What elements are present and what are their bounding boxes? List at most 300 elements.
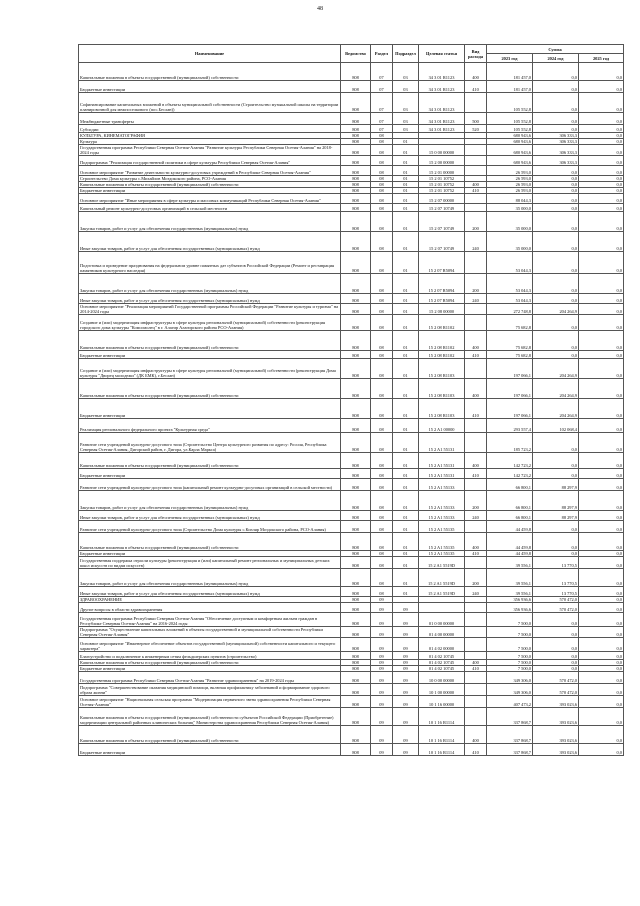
cell-cs: 15 2 01 00000: [419, 166, 465, 176]
cell-c: 0,0: [579, 188, 624, 194]
cell-r: 09: [371, 660, 393, 666]
cell-name: Закупка товаров, работ и услуг для обеспечения государственных (муниципальных) нужд: [79, 274, 341, 294]
cell-c: 0,0: [579, 194, 624, 204]
cell-a: 66 800,1: [487, 511, 533, 521]
table-row: [79, 145, 624, 156]
cell-c: 0,0: [579, 351, 624, 359]
cell-b: 0,0: [533, 93, 579, 113]
table-row: [79, 533, 624, 551]
cell-b: 0,0: [533, 194, 579, 204]
cell-b: 570 472,0: [533, 684, 579, 696]
cell-cs: 15 2 A1 55135: [419, 521, 465, 533]
cell-c: 0,0: [579, 672, 624, 684]
cell-b: 0,0: [533, 469, 579, 479]
cell-p: 01: [393, 156, 419, 166]
cell-b: 0,0: [533, 453, 579, 469]
cell-r: 08: [371, 331, 393, 351]
cell-name: Основное мероприятие "Инженерное обеспечение объектов государственной (муниципальной) собственности капитального и текущего характера": [79, 638, 341, 652]
cell-vr: [465, 166, 487, 176]
cell-vr: [465, 613, 487, 627]
cell-cs: 15 0 00 00000: [419, 145, 465, 156]
cell-a: 53 044,3: [487, 252, 533, 274]
cell-b: 0,0: [533, 521, 579, 533]
cell-cs: 34 3 01 R1123: [419, 113, 465, 125]
cell-vr: 400: [465, 63, 487, 81]
cell-c: 0,0: [579, 551, 624, 557]
cell-a: 293 557,4: [487, 419, 533, 433]
cell-name: ЗДРАВООХРАНЕНИЕ: [79, 597, 341, 603]
cell-a: 39 556,1: [487, 587, 533, 597]
cell-b: 13 770,5: [533, 557, 579, 569]
cell-vr: [465, 521, 487, 533]
table-row: [79, 93, 624, 113]
cell-p: 03: [393, 63, 419, 81]
cell-name: Благоустройство и подключение к инженерным сетям фельдшерских пунктов (строительство): [79, 652, 341, 660]
cell-r: 08: [371, 419, 393, 433]
cell-c: 0,0: [579, 166, 624, 176]
table-row: [79, 315, 624, 331]
cell-cs: 15 2 08 R1102: [419, 351, 465, 359]
cell-p: 09: [393, 708, 419, 726]
cell-r: 07: [371, 113, 393, 125]
cell-cs: 34 3 01 R1123: [419, 125, 465, 133]
cell-r: 09: [371, 652, 393, 660]
cell-name: Капитальные вложения в объекты государственной (муниципальной) собственности: [79, 182, 341, 188]
cell-vr: 410: [465, 188, 487, 194]
table-row: [79, 511, 624, 521]
cell-c: 0,0: [579, 139, 624, 145]
cell-cs: 15 2 07 10749: [419, 204, 465, 212]
cell-p: 01: [393, 294, 419, 304]
cell-vr: 410: [465, 551, 487, 557]
cell-name: Иные закупки товаров, работ и услуг для обеспечения государственных (муниципальных) нужд: [79, 294, 341, 304]
cell-v: 808: [341, 521, 371, 533]
cell-a: 53 044,3: [487, 274, 533, 294]
cell-c: 0,0: [579, 533, 624, 551]
table-row: [79, 399, 624, 419]
cell-cs: 34 3 01 R1123: [419, 81, 465, 93]
cell-p: 01: [393, 511, 419, 521]
cell-a: 680 943,6: [487, 133, 533, 139]
cell-b: 306 333,3: [533, 156, 579, 166]
cell-b: 88 297,9: [533, 511, 579, 521]
cell-a: 105 552,8: [487, 113, 533, 125]
cell-a: 407 473,2: [487, 696, 533, 708]
cell-cs: 15 2 A1 55133: [419, 491, 465, 511]
cell-vr: 410: [465, 351, 487, 359]
cell-name: Развитие сети учреждений культурно-досугового типа (Строительство Центра культурного развития по адресу: Россия, Республика Северная Осетия-Алания, Дигорский район, г. Дигора, ул.Карла Маркса): [79, 433, 341, 453]
cell-r: 09: [371, 603, 393, 613]
cell-name: Бюджетные инвестиции: [79, 744, 341, 756]
cell-c: 0,0: [579, 569, 624, 587]
table-row: [79, 113, 624, 125]
cell-r: 08: [371, 511, 393, 521]
cell-v: 808: [341, 660, 371, 666]
table-row: [79, 63, 624, 81]
cell-r: 08: [371, 133, 393, 139]
cell-v: 808: [341, 139, 371, 145]
cell-r: 09: [371, 672, 393, 684]
cell-vr: [465, 708, 487, 726]
cell-v: 808: [341, 638, 371, 652]
cell-vr: [465, 204, 487, 212]
cell-a: 181 457,0: [487, 81, 533, 93]
table-row: [79, 744, 624, 756]
cell-c: 0,0: [579, 212, 624, 232]
cell-cs: 15 2 07 R5094: [419, 274, 465, 294]
cell-name: Подпрограмма "Реализация государственной политики в сфере культуры Республики Северная Осетия-Алания": [79, 156, 341, 166]
cell-c: 0,0: [579, 557, 624, 569]
cell-v: 808: [341, 194, 371, 204]
cell-p: 03: [393, 81, 419, 93]
table-row: [79, 379, 624, 399]
cell-r: 08: [371, 587, 393, 597]
cell-vr: [465, 252, 487, 274]
cell-v: 808: [341, 491, 371, 511]
cell-c: 0,0: [579, 63, 624, 81]
cell-name: Бюджетные инвестиции: [79, 399, 341, 419]
cell-vr: [465, 627, 487, 638]
cell-r: 08: [371, 176, 393, 182]
cell-c: 0,0: [579, 613, 624, 627]
cell-cs: 10 1 16 R1114: [419, 708, 465, 726]
cell-r: 08: [371, 294, 393, 304]
cell-c: 0,0: [579, 726, 624, 744]
cell-b: 88 297,9: [533, 491, 579, 511]
cell-p: 01: [393, 433, 419, 453]
cell-r: 08: [371, 399, 393, 419]
cell-b: 0,0: [533, 433, 579, 453]
cell-v: 808: [341, 315, 371, 331]
cell-name: Капитальные вложения в объекты государственной (муниципальной) собственности: [79, 379, 341, 399]
cell-c: 0,0: [579, 315, 624, 331]
cell-name: КУЛЬТУРА, КИНЕМАТОГРАФИЯ: [79, 133, 341, 139]
cell-name: Капитальные вложения в объекты государственной (муниципальной) собственности: [79, 63, 341, 81]
cell-c: 0,0: [579, 81, 624, 93]
cell-p: 09: [393, 660, 419, 666]
cell-a: 197 066,1: [487, 359, 533, 379]
cell-c: 0,0: [579, 125, 624, 133]
cell-b: 570 472,0: [533, 597, 579, 603]
cell-vr: 410: [465, 469, 487, 479]
cell-vr: 400: [465, 182, 487, 188]
cell-c: 0,0: [579, 652, 624, 660]
cell-p: 01: [393, 212, 419, 232]
cell-v: 808: [341, 433, 371, 453]
cell-r: 08: [371, 304, 393, 315]
cell-c: 0,0: [579, 133, 624, 139]
cell-name: Субсидии: [79, 125, 341, 133]
cell-b: 0,0: [533, 81, 579, 93]
table-row: [79, 557, 624, 569]
cell-v: 808: [341, 469, 371, 479]
cell-vr: 500: [465, 113, 487, 125]
header-2023: 2023 год: [487, 54, 533, 63]
cell-p: 01: [393, 139, 419, 145]
cell-b: 0,0: [533, 252, 579, 274]
cell-c: 0,0: [579, 204, 624, 212]
cell-b: 204 264,9: [533, 304, 579, 315]
cell-c: 0,0: [579, 521, 624, 533]
cell-cs: 10 0 00 00000: [419, 672, 465, 684]
table-header: [79, 45, 624, 63]
cell-c: 0,0: [579, 479, 624, 491]
cell-name: Основное мероприятие "Национальная сельская программа "Модернизация первичного звена здравоохранения Республики Северная Осетия-Алания": [79, 696, 341, 708]
cell-cs: 10 1 00 00000: [419, 684, 465, 696]
cell-r: 08: [371, 569, 393, 587]
cell-a: 7 500,0: [487, 652, 533, 660]
cell-v: 808: [341, 597, 371, 603]
cell-p: 09: [393, 684, 419, 696]
cell-b: 204 264,9: [533, 359, 579, 379]
cell-a: 44 459,8: [487, 521, 533, 533]
cell-r: 08: [371, 194, 393, 204]
cell-r: 08: [371, 166, 393, 176]
cell-name: Государственная программа Республики Северная Осетия-Алания "Развитие здравоохранения" на 2019-2024 годы: [79, 672, 341, 684]
cell-v: 808: [341, 511, 371, 521]
cell-b: 0,0: [533, 551, 579, 557]
table-row: [79, 274, 624, 294]
cell-v: 808: [341, 708, 371, 726]
header-exptype: Вид расхода: [465, 45, 487, 63]
cell-name: Закупка товаров, работ и услуг для обеспечения государственных (муниципальных) нужд: [79, 212, 341, 232]
cell-a: 7 500,0: [487, 627, 533, 638]
cell-c: 0,0: [579, 113, 624, 125]
cell-v: 808: [341, 453, 371, 469]
table-row: [79, 166, 624, 176]
cell-a: 680 943,6: [487, 156, 533, 166]
cell-name: Развитие сети учреждений культурно-досугового типа (капитальный ремонт культурно-досуговых организаций в сельской местности): [79, 479, 341, 491]
cell-p: 01: [393, 479, 419, 491]
cell-a: 680 943,6: [487, 145, 533, 156]
cell-p: 01: [393, 379, 419, 399]
cell-c: 0,0: [579, 708, 624, 726]
cell-v: 808: [341, 274, 371, 294]
cell-a: 35 000,0: [487, 204, 533, 212]
cell-p: 09: [393, 696, 419, 708]
table-row: [79, 479, 624, 491]
cell-cs: 15 2 07 R5094: [419, 252, 465, 274]
cell-name: Закупка товаров, работ и услуг для обеспечения государственных (муниципальных) нужд: [79, 491, 341, 511]
table-row: [79, 156, 624, 166]
cell-v: 808: [341, 479, 371, 491]
cell-name: Бюджетные инвестиции: [79, 469, 341, 479]
cell-b: 393 023,6: [533, 708, 579, 726]
cell-b: 88 297,9: [533, 479, 579, 491]
cell-p: 01: [393, 521, 419, 533]
table-row: [79, 569, 624, 587]
cell-b: 102 068,4: [533, 419, 579, 433]
cell-b: 393 023,6: [533, 726, 579, 744]
cell-name: Государственная поддержка отрасли культуры (реконструкция и (или) капитальный ремонт региональных и муниципальных детских школ искусств по видам искусств): [79, 557, 341, 569]
cell-cs: 01 0 00 00000: [419, 613, 465, 627]
cell-p: 01: [393, 359, 419, 379]
cell-v: 808: [341, 252, 371, 274]
cell-v: 808: [341, 212, 371, 232]
cell-vr: 200: [465, 274, 487, 294]
cell-vr: 240: [465, 587, 487, 597]
cell-c: 0,0: [579, 597, 624, 603]
cell-c: 0,0: [579, 252, 624, 274]
cell-v: 808: [341, 744, 371, 756]
cell-b: 393 023,6: [533, 696, 579, 708]
cell-cs: 15 2 A1 55131: [419, 453, 465, 469]
cell-r: 08: [371, 182, 393, 188]
table-row: [79, 521, 624, 533]
cell-b: 0,0: [533, 63, 579, 81]
cell-name: Реализация регионального федерального проекта "Культурная среда": [79, 419, 341, 433]
cell-cs: 10 1 16 R1114: [419, 726, 465, 744]
cell-v: 808: [341, 557, 371, 569]
cell-c: 0,0: [579, 294, 624, 304]
cell-b: 0,0: [533, 638, 579, 652]
cell-name: Бюджетные инвестиции: [79, 351, 341, 359]
cell-p: 01: [393, 304, 419, 315]
cell-cs: 15 2 07 R5094: [419, 294, 465, 304]
cell-name: Капитальные вложения в объекты государственной (муниципальной) собственности: [79, 453, 341, 469]
header-2025: 2025 год: [579, 54, 624, 63]
cell-v: 808: [341, 294, 371, 304]
cell-p: 03: [393, 125, 419, 133]
cell-r: 08: [371, 521, 393, 533]
cell-c: 0,0: [579, 469, 624, 479]
cell-p: 01: [393, 351, 419, 359]
cell-v: 808: [341, 182, 371, 188]
table-row: [79, 81, 624, 93]
cell-c: 0,0: [579, 419, 624, 433]
cell-r: 09: [371, 696, 393, 708]
cell-v: 808: [341, 188, 371, 194]
cell-b: 204 264,9: [533, 399, 579, 419]
cell-c: 0,0: [579, 603, 624, 613]
cell-a: 35 000,0: [487, 212, 533, 232]
cell-a: 181 457,0: [487, 63, 533, 81]
table-row: [79, 194, 624, 204]
cell-cs: 15 2 A1 55135: [419, 551, 465, 557]
cell-v: 808: [341, 113, 371, 125]
cell-vr: 240: [465, 511, 487, 521]
cell-p: 03: [393, 113, 419, 125]
cell-p: 01: [393, 469, 419, 479]
cell-r: 08: [371, 156, 393, 166]
cell-name: Подпрограмма "Осуществление капитальных вложений в объекты государственной и муниципальной собственности Республики Северная Осетия-Алания": [79, 627, 341, 638]
cell-a: 356 936,6: [487, 603, 533, 613]
table-row: [79, 304, 624, 315]
cell-b: 13 770,5: [533, 587, 579, 597]
cell-v: 808: [341, 603, 371, 613]
cell-r: 09: [371, 708, 393, 726]
cell-v: 808: [341, 63, 371, 81]
table-row: [79, 684, 624, 696]
cell-vr: [465, 557, 487, 569]
cell-cs: 15 2 08 R1102: [419, 331, 465, 351]
header-name: Наименование: [79, 45, 341, 63]
cell-name: Капитальные вложения в объекты государственной (муниципальной) собственности: [79, 533, 341, 551]
cell-a: 105 552,8: [487, 125, 533, 133]
cell-name: Межбюджетные трансферты: [79, 113, 341, 125]
cell-v: 808: [341, 399, 371, 419]
cell-p: 03: [393, 93, 419, 113]
cell-r: 08: [371, 274, 393, 294]
cell-name: Культура: [79, 139, 341, 145]
cell-p: 09: [393, 613, 419, 627]
cell-vr: 400: [465, 453, 487, 469]
cell-r: 07: [371, 125, 393, 133]
cell-v: 808: [341, 133, 371, 139]
cell-v: 808: [341, 379, 371, 399]
cell-c: 0,0: [579, 359, 624, 379]
cell-name: Подпрограмма "Совершенствование оказания медицинской помощи, включая профилактику заболеваний и формирование здорового образа жизни": [79, 684, 341, 696]
cell-r: 09: [371, 613, 393, 627]
cell-a: 197 066,1: [487, 399, 533, 419]
cell-b: 0,0: [533, 627, 579, 638]
cell-vr: [465, 304, 487, 315]
table-row: [79, 419, 624, 433]
table-row: [79, 696, 624, 708]
cell-c: 0,0: [579, 433, 624, 453]
cell-vr: 520: [465, 125, 487, 133]
table-row: [79, 603, 624, 613]
cell-vr: 410: [465, 744, 487, 756]
table-row: [79, 204, 624, 212]
budget-table: [78, 44, 624, 756]
cell-c: 0,0: [579, 331, 624, 351]
cell-a: 105 552,8: [487, 93, 533, 113]
cell-r: 08: [371, 379, 393, 399]
cell-a: 337 868,7: [487, 708, 533, 726]
cell-a: 7 500,0: [487, 638, 533, 652]
cell-vr: 410: [465, 81, 487, 93]
cell-name: Бюджетные инвестиции: [79, 551, 341, 557]
cell-p: 01: [393, 331, 419, 351]
cell-p: 01: [393, 252, 419, 274]
cell-name: Основное мероприятие "Реализация мероприятий Государственной программы Российской Федерации "Развитие культуры и туризма" на 2014-2024 годы: [79, 304, 341, 315]
table-row: [79, 331, 624, 351]
cell-vr: [465, 145, 487, 156]
cell-v: 808: [341, 652, 371, 660]
table-row: [79, 726, 624, 744]
cell-c: 0,0: [579, 666, 624, 672]
cell-cs: 15 2 08 R1103: [419, 379, 465, 399]
cell-cs: 01 4 02 10745: [419, 660, 465, 666]
cell-p: 09: [393, 627, 419, 638]
cell-r: 08: [371, 212, 393, 232]
cell-a: 185 723,2: [487, 433, 533, 453]
cell-vr: [465, 603, 487, 613]
cell-a: 75 682,8: [487, 331, 533, 351]
cell-cs: 15 2 08 00000: [419, 304, 465, 315]
cell-vr: [465, 479, 487, 491]
cell-cs: 15 2 08 R1102: [419, 315, 465, 331]
cell-r: 08: [371, 188, 393, 194]
cell-v: 808: [341, 359, 371, 379]
cell-cs: 15 2 08 R1103: [419, 399, 465, 419]
cell-a: 26 593,0: [487, 176, 533, 182]
cell-v: 808: [341, 627, 371, 638]
cell-r: 08: [371, 139, 393, 145]
cell-c: 0,0: [579, 399, 624, 419]
table-row: [79, 638, 624, 652]
cell-name: Капитальные вложения в объекты государственной (муниципальной) собственности: [79, 660, 341, 666]
cell-a: 7 500,0: [487, 660, 533, 666]
cell-cs: 01 4 02 10745: [419, 652, 465, 660]
cell-v: 808: [341, 81, 371, 93]
cell-vr: 400: [465, 533, 487, 551]
table-row: [79, 708, 624, 726]
cell-r: 08: [371, 533, 393, 551]
cell-cs: 15 2 00 00000: [419, 156, 465, 166]
cell-v: 808: [341, 166, 371, 176]
